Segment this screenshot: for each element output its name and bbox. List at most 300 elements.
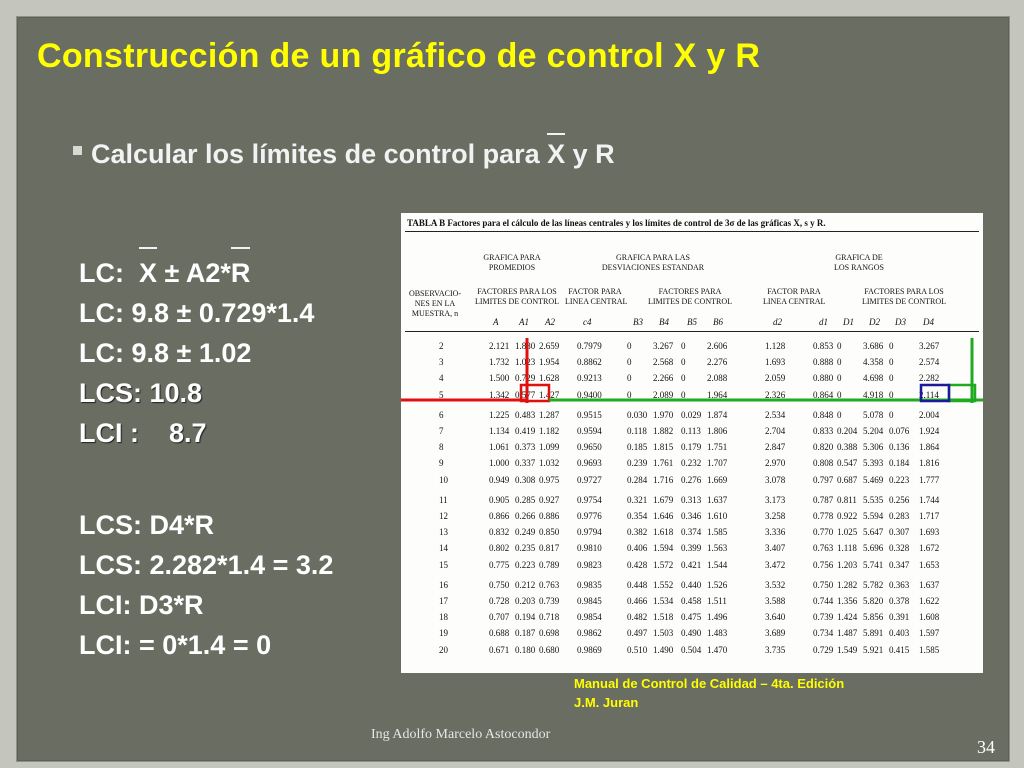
table-cell: 3.267 [919,341,940,351]
table-cell: 1.622 [919,596,940,606]
table-cell: 3.472 [765,559,786,570]
table-cell: 1.970 [653,409,674,420]
table-cell: 0.9869 [577,644,602,655]
column-header-a: A [493,317,499,327]
table-cell: 0 [681,389,686,400]
table-cell: 3.258 [765,511,786,521]
table-cell: 0.256 [889,494,910,505]
table-row-n: 8 [439,442,444,453]
table-row-n: 20 [439,644,448,655]
table-cell: 5.856 [863,612,884,623]
x-double-bar-symbol: X [139,253,157,293]
table-cell: 0.975 [539,474,560,485]
factors-table-image [401,213,983,673]
table-cell: 3.407 [765,543,786,554]
table-cell: 5.204 [863,426,884,436]
table-cell: 0.728 [489,596,510,606]
table-cell: 0.734 [813,628,834,639]
table-caption: TABLA B Factores para el cálculo de las líneas centrales y los límites de control de 3σ de las gráficas X, s y R. [407,218,826,228]
table-cell: 0 [837,389,842,400]
range-limits-formulas [79,505,333,665]
table-cell: 1.815 [653,442,674,453]
table-cell: 5.782 [863,579,884,590]
slide-title: Construcción de un gráfico de control X y R [37,37,761,75]
table-cell: 1.637 [707,494,728,505]
table-cell: 2.088 [707,373,728,384]
bullet-text-after: y R [565,139,615,169]
table-cell: 0.374 [681,527,702,538]
table-row-n: 9 [439,458,444,469]
table-cell: 1.880 [515,341,536,351]
table-cell: 2.659 [539,341,560,351]
table-cell: 5.741 [863,559,884,570]
table-row-n: 15 [439,559,448,570]
table-cell: 2.266 [653,373,674,384]
formula-line-8: LCI: D3*R [79,590,204,620]
column-header-b4: B4 [659,317,669,327]
table-cell: 3.689 [765,628,786,639]
table-cell: 0 [627,373,632,384]
table-cell: 0 [889,357,894,368]
table-row-n: 3 [439,357,444,368]
table-cell: 1.572 [653,559,674,570]
table-cell: 0.922 [837,511,858,521]
bullet-square-icon [73,146,82,155]
table-cell: 1.511 [707,596,727,606]
table-cell: 0.187 [515,628,536,639]
column-header-d4: D4 [923,317,934,327]
table-cell: 1.496 [707,612,728,623]
table-cell: 0 [889,409,894,420]
table-cell: 0.688 [489,628,510,639]
table-cell: 0.9776 [577,511,602,521]
table-cell: 1.518 [653,612,674,623]
table-cell: 0.778 [813,511,834,521]
table-cell: 2.276 [707,357,728,368]
table-cell: 0.482 [627,612,648,623]
column-header-d2: d2 [773,317,782,327]
table-row-n: 19 [439,628,448,639]
table-cell: 0.029 [681,409,702,420]
table-cell: 0.671 [489,644,510,655]
table-row-n: 12 [439,511,448,521]
table-cell: 1.693 [919,527,940,538]
table-cell: 0.235 [515,543,536,554]
table-cell: 0.406 [627,543,648,554]
table-cell: 0.787 [813,494,834,505]
table-cell: 0.504 [681,644,702,655]
table-cell: 0.232 [681,458,702,469]
table-cell: 5.078 [863,409,884,420]
table-cell: 0.577 [515,389,536,400]
table-cell: 0.212 [515,579,536,590]
table-cell: 0.729 [515,373,536,384]
table-cell: 0.249 [515,527,536,538]
table-cell: 0.9823 [577,559,602,570]
table-cell: 0.283 [889,511,910,521]
table-cell: 0 [837,409,842,420]
table-cell: 0.756 [813,559,834,570]
table-row-n: 16 [439,579,448,590]
table-cell: 0.328 [889,543,910,554]
table-cell: 0.180 [515,644,536,655]
table-cell: 3.267 [653,341,674,351]
formula-line-3: LC: 9.8 ± 1.02 [79,338,252,368]
table-cell: 0.802 [489,543,510,554]
table-cell: 0.179 [681,442,702,453]
table-cell: 0.9727 [577,474,602,485]
table-cell: 1.000 [489,458,510,469]
table-cell: 0.7979 [577,341,602,351]
group-promedios: GRAFICA PARA PROMEDIOS [483,253,541,272]
table-cell: 1.203 [837,559,858,570]
table-cell: 0.399 [681,543,702,554]
table-cell: 0.763 [813,543,834,554]
table-cell: 1.628 [539,373,560,384]
table-row-n: 17 [439,596,448,606]
table-cell: 5.891 [863,628,884,639]
table-cell: 0.853 [813,341,834,351]
table-cell: 1.025 [837,527,858,538]
table-cell: 0.510 [627,644,648,655]
table-cell: 1.610 [707,511,728,521]
table-cell: 2.534 [765,409,786,420]
column-header-b3: B3 [633,317,643,327]
table-cell: 5.921 [863,644,884,655]
table-cell: 0 [889,373,894,384]
table-cell: 0.428 [627,559,648,570]
sub-desv-central: FACTOR PARA LINEA CENTRAL [565,287,628,306]
sub-prom-limits: FACTORES PARA LOS LIMITES DE CONTROL [475,287,559,306]
table-cell: 0.680 [539,644,560,655]
table-cell: 1.864 [919,442,940,453]
table-row-n: 7 [439,426,444,436]
table-cell: 1.032 [539,458,560,469]
table-cell: 0.789 [539,559,560,570]
table-cell: 1.483 [707,628,728,639]
column-header-d1: d1 [819,317,828,327]
table-cell: 0 [681,373,686,384]
table-cell: 5.535 [863,494,884,505]
formula-lc-prefix: LC: [79,258,139,288]
table-cell: 0.185 [627,442,648,453]
column-header-b6: B6 [713,317,723,327]
group-rangos: GRAFICA DE LOS RANGOS [833,253,884,272]
table-cell: 2.606 [707,341,728,351]
table-cell: 0.775 [489,559,510,570]
source-credit [574,674,844,712]
table-cell: 0.833 [813,426,834,436]
table-cell: 0.850 [539,527,560,538]
table-cell: 0.949 [489,474,510,485]
table-cell: 0.707 [489,612,510,623]
footer-author: Ing Adolfo Marcelo Astocondor [371,727,551,742]
table-cell: 0 [889,341,894,351]
table-cell: 0.373 [515,442,536,453]
table-cell: 2.121 [489,341,510,351]
table-cell: 2.004 [919,409,940,420]
table-cell: 0.888 [813,357,834,368]
table-cell: 3.173 [765,494,786,505]
table-cell: 2.704 [765,426,786,436]
table-cell: 5.306 [863,442,884,453]
table-cell: 0.475 [681,612,702,623]
table-cell: 0.9400 [577,389,602,400]
table-row-n: 10 [439,474,448,485]
table-cell: 1.585 [919,644,940,655]
table-cell: 1.342 [489,389,510,400]
table-cell: 0.421 [681,559,702,570]
table-cell: 0.382 [627,527,648,538]
table-cell: 1.716 [653,474,674,485]
table-cell: 0.136 [889,442,910,453]
table-cell: 0.466 [627,596,648,606]
formula-line-9: LCI: = 0*1.4 = 0 [79,630,272,660]
table-cell: 2.282 [919,373,940,384]
table-cell: 0.403 [889,628,910,639]
table-cell: 0.307 [889,527,910,538]
table-cell: 0.308 [515,474,536,485]
table-row-n: 4 [439,373,444,384]
table-cell: 1.882 [653,426,674,436]
table-cell: 1.282 [837,579,858,590]
table-cell: 0.9754 [577,494,602,505]
bullet-text-before: Calcular los límites de control para [91,139,548,169]
obs-label: OBSERVACIO- NES EN LA MUESTRA, n [408,289,462,318]
table-cell: 1.503 [653,628,674,639]
table-cell: 0.223 [515,559,536,570]
table-cell: 2.847 [765,442,786,453]
table-cell: 0.750 [489,579,510,590]
table-cell: 2.114 [919,389,939,400]
table-cell: 2.970 [765,458,786,469]
table-cell: 2.089 [653,389,674,400]
table-cell: 0.687 [837,474,858,485]
table-cell: 0.848 [813,409,834,420]
table-cell: 0.739 [539,596,560,606]
formula-mid: ± A2* [157,258,231,288]
table-cell: 0.866 [489,511,510,521]
table-cell: 0.729 [813,644,834,655]
table-cell: 1.653 [919,559,940,570]
table-cell: 3.735 [765,644,786,655]
table-cell: 4.698 [863,373,884,384]
table-cell: 0.284 [627,474,648,485]
table-cell: 0.388 [837,442,858,453]
table-cell: 4.358 [863,357,884,368]
table-cell: 3.588 [765,596,786,606]
table-cell: 0.223 [889,474,910,485]
column-header-d2: D2 [869,317,880,327]
table-cell: 0.378 [889,596,910,606]
table-cell: 0.184 [889,458,910,469]
table-cell: 1.128 [765,341,786,351]
table-cell: 3.078 [765,474,786,485]
table-cell: 0 [837,341,842,351]
table-cell: 0.886 [539,511,560,521]
x-bar-symbol: X [547,139,566,169]
table-cell: 2.568 [653,357,674,368]
table-row-n: 14 [439,543,448,554]
xbar-limits-formulas [79,253,314,453]
table-cell: 0.490 [681,628,702,639]
table-cell: 1.490 [653,644,674,655]
table-cell: 1.618 [653,527,674,538]
column-header-b5: B5 [687,317,697,327]
formula-line-7: LCS: 2.282*1.4 = 3.2 [79,550,334,580]
table-cell: 0.750 [813,579,834,590]
table-cell: 0.905 [489,494,510,505]
table-cell: 1.549 [837,644,858,655]
table-cell: 0.744 [813,596,834,606]
table-cell: 1.061 [489,442,510,453]
formula-line-2: LC: 9.8 ± 0.729*1.4 [79,298,315,328]
column-header-d1: D1 [843,317,854,327]
table-cell: 0 [889,389,894,400]
table-cell: 1.356 [837,596,858,606]
table-cell: 1.487 [837,628,858,639]
table-cell: 1.182 [539,426,560,436]
table-cell: 1.816 [919,458,940,469]
table-row-n: 6 [439,409,444,420]
table-cell: 1.751 [707,442,728,453]
table-cell: 5.594 [863,511,884,521]
table-cell: 1.585 [707,527,728,538]
column-header-a2: A2 [545,317,555,327]
group-desviaciones: GRAFICA PARA LAS DESVIACIONES ESTANDAR [601,253,705,272]
table-cell: 0.203 [515,596,536,606]
table-row-n: 2 [439,341,444,351]
table-cell: 1.287 [539,409,560,420]
table-cell: 1.594 [653,543,674,554]
column-header-a1: A1 [519,317,529,327]
table-cell: 2.059 [765,373,786,384]
table-cell: 0.9854 [577,612,602,623]
table-cell: 0.927 [539,494,560,505]
table-cell: 0.718 [539,612,560,623]
table-cell: 1.646 [653,511,674,521]
table-cell: 1.954 [539,357,560,368]
table-cell: 0.030 [627,409,648,420]
table-cell: 2.326 [765,389,786,400]
table-row-n: 18 [439,612,448,623]
table-cell: 1.534 [653,596,674,606]
table-cell: 2.574 [919,357,940,368]
table-cell: 3.686 [863,341,884,351]
table-cell: 0.346 [681,511,702,521]
table-cell: 0.811 [837,494,857,505]
formula-line-6: LCS: D4*R [79,510,215,540]
table-cell: 0 [627,341,632,351]
table-cell: 1.427 [539,389,560,400]
table-cell: 0.337 [515,458,536,469]
table-cell: 0 [627,389,632,400]
table-cell: 0.763 [539,579,560,590]
table-cell: 0.204 [837,426,858,436]
table-cell: 1.526 [707,579,728,590]
table-row-n: 11 [439,494,448,505]
table-cell: 0.194 [515,612,536,623]
table-cell: 0.313 [681,494,702,505]
table-cell: 0.9650 [577,442,602,453]
table-cell: 1.744 [919,494,940,505]
table-row-n: 13 [439,527,448,538]
table-cell: 1.637 [919,579,940,590]
table-cell: 3.336 [765,527,786,538]
table-cell: 5.469 [863,474,884,485]
table-cell: 1.874 [707,409,728,420]
table-cell: 1.225 [489,409,510,420]
table-cell: 0 [627,357,632,368]
formula-lci-result: LCI : 8.7 [79,418,207,448]
formula-line-1 [79,253,314,293]
table-cell: 1.924 [919,426,940,436]
table-cell: 1.806 [707,426,728,436]
table-cell: 0.118 [627,426,647,436]
table-cell: 1.099 [539,442,560,453]
table-cell: 5.393 [863,458,884,469]
table-row-n: 5 [439,389,444,400]
table-cell: 1.707 [707,458,728,469]
table-cell: 5.647 [863,527,884,538]
table-cell: 0.8862 [577,357,602,368]
table-cell: 1.608 [919,612,940,623]
sub-desv-limits: FACTORES PARA LIMITES DE CONTROL [648,287,732,306]
bullet-item [91,139,615,170]
table-cell: 0.285 [515,494,536,505]
table-cell: 0.832 [489,527,510,538]
table-cell: 1.777 [919,474,940,485]
table-cell: 0 [837,357,842,368]
column-header-c4: c4 [583,317,592,327]
table-cell: 0.076 [889,426,910,436]
table-cell: 1.679 [653,494,674,505]
table-cell: 0.276 [681,474,702,485]
table-cell: 1.732 [489,357,510,368]
table-cell: 0.448 [627,579,648,590]
table-cell: 1.761 [653,458,674,469]
page-number: 34 [977,737,995,757]
table-cell: 0.440 [681,579,702,590]
table-cell: 0 [681,341,686,351]
table-cell: 0.880 [813,373,834,384]
table-cell: 0.9213 [577,373,602,384]
table-cell: 1.717 [919,511,940,521]
table-cell: 1.500 [489,373,510,384]
table-cell: 0.239 [627,458,648,469]
table-cell: 0.9594 [577,426,602,436]
table-cell: 0.9794 [577,527,602,538]
table-cell: 5.696 [863,543,884,554]
table-cell: 1.669 [707,474,728,485]
table-cell: 0.419 [515,426,536,436]
table-cell: 5.820 [863,596,884,606]
table-cell: 1.563 [707,543,728,554]
table-cell: 0.864 [813,389,834,400]
sub-rango-limits: FACTORES PARA LOS LIMITES DE CONTROL [862,287,946,306]
table-cell: 0.739 [813,612,834,623]
table-cell: 0.363 [889,579,910,590]
table-cell: 1.672 [919,543,940,554]
credit-line-1: Manual de Control de Calidad – 4ta. Edición [574,676,845,691]
table-cell: 0.354 [627,511,648,521]
table-cell: 0.9693 [577,458,602,469]
sub-rango-central: FACTOR PARA LINEA CENTRAL [763,287,826,306]
table-cell: 1.552 [653,579,674,590]
table-cell: 1.693 [765,357,786,368]
table-cell: 0.698 [539,628,560,639]
table-cell: 0.9835 [577,579,602,590]
